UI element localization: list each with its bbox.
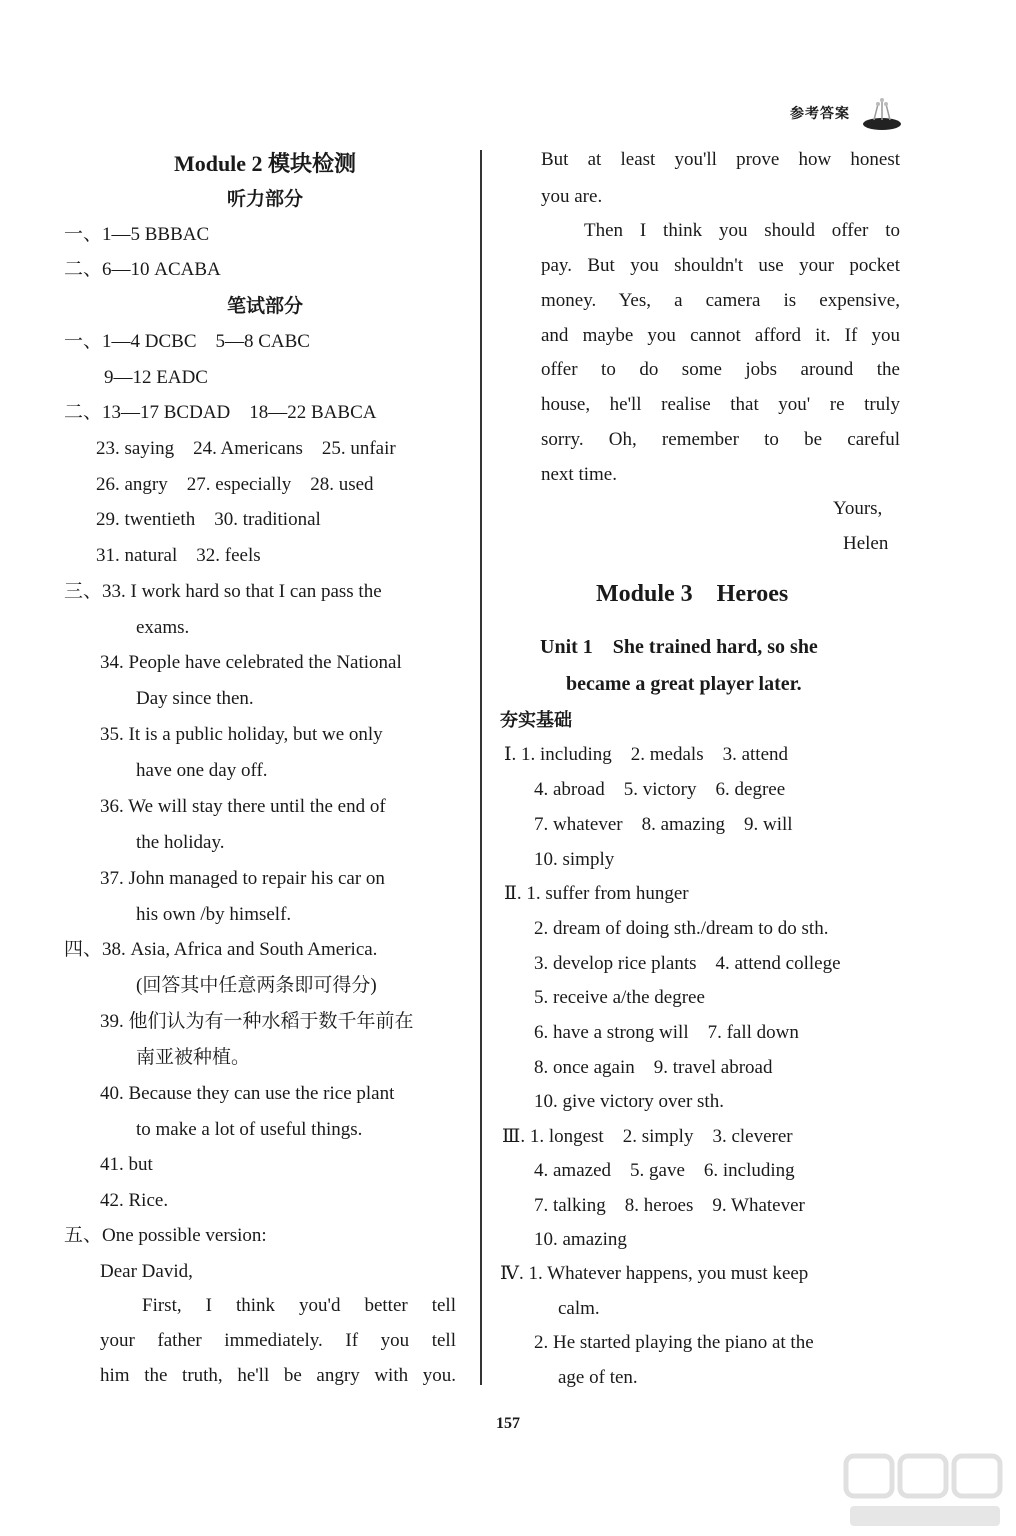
answer-line: 南亚被种植。: [136, 1047, 251, 1068]
letter-line: him the truth, he'll be angry with you.: [100, 1365, 456, 1386]
answer-line: 39. 他们认为有一种水稻于数千年前在: [100, 1011, 414, 1032]
answer-line: Day since then.: [136, 688, 254, 709]
letter-line: pay. But you shouldn't use your pocket: [541, 255, 900, 276]
answer-line: 35. It is a public holiday, but we only: [100, 724, 383, 745]
answer-line: 36. We will stay there until the end of: [100, 796, 386, 817]
answer-line: 一、1—5 BBBAC: [64, 224, 210, 245]
answer-line: to make a lot of useful things.: [136, 1119, 363, 1140]
answer-line: 2. He started playing the piano at the: [534, 1332, 814, 1353]
answer-line: 34. People have celebrated the National: [100, 652, 402, 673]
letter-line: offer to do some jobs around the: [541, 359, 900, 380]
answer-line: 5. receive a/the degree: [534, 987, 705, 1008]
answer-line: 二、13—17 BCDAD 18—22 BABCA: [64, 402, 377, 423]
answer-line: 42. Rice.: [100, 1190, 169, 1211]
answer-line: his own /by himself.: [136, 904, 292, 925]
answer-line: 10. give victory over sth.: [534, 1091, 724, 1112]
header-label: 参考答案: [790, 107, 850, 122]
letter-line: sorry. Oh, remember to be careful: [541, 429, 900, 450]
answer-line: 4. amazed 5. gave 6. including: [534, 1160, 795, 1181]
letter-signature: Helen: [843, 533, 889, 554]
letter-line: money. Yes, a camera is expensive,: [541, 290, 900, 311]
answer-line: exams.: [136, 617, 190, 638]
answer-line: (回答其中任意两条即可得分): [136, 975, 377, 996]
answer-line: 10. amazing: [534, 1229, 627, 1250]
letter-closing: Yours,: [833, 498, 883, 519]
answer-line: 37. John managed to repair his car on: [100, 868, 385, 889]
answer-line: 五、One possible version:: [64, 1225, 267, 1246]
answer-line: 8. once again 9. travel abroad: [534, 1057, 773, 1078]
column-divider: [480, 150, 482, 1385]
answer-line: 7. whatever 8. amazing 9. will: [534, 814, 793, 835]
answer-line: 2. dream of doing sth./dream to do sth.: [534, 918, 829, 939]
header-logo-icon: [862, 96, 902, 132]
answer-line: 31. natural 32. feels: [96, 545, 261, 566]
answer-line: 一、1—4 DCBC 5—8 CABC: [64, 331, 310, 352]
answer-line: 40. Because they can use the rice plant: [100, 1083, 395, 1104]
answer-line: 9—12 EADC: [104, 367, 208, 388]
letter-salutation: Dear David,: [100, 1261, 193, 1282]
letter-line: First, I think you'd better tell: [142, 1295, 456, 1316]
letter-line: next time.: [541, 464, 617, 485]
answer-line: have one day off.: [136, 760, 268, 781]
written-heading: 笔试部分: [226, 296, 303, 317]
answer-line: 23. saying 24. Americans 25. unfair: [96, 438, 396, 459]
answer-line: 41. but: [100, 1154, 153, 1175]
answer-line: Ⅲ. 1. longest 2. simply 3. cleverer: [502, 1126, 793, 1147]
answer-line: 四、38. Asia, Africa and South America.: [64, 939, 378, 960]
answer-line: 26. angry 27. especially 28. used: [96, 474, 374, 495]
letter-line: Then I think you should offer to: [584, 220, 900, 241]
letter-line: But at least you'll prove how honest: [541, 149, 900, 170]
listening-heading: 听力部分: [226, 189, 303, 210]
answer-line: 10. simply: [534, 849, 615, 870]
unit1-title: Unit 1 She trained hard, so she: [540, 636, 818, 658]
answer-line: the holiday.: [136, 832, 225, 853]
answer-line: Ⅳ. 1. Whatever happens, you must keep: [500, 1263, 809, 1284]
answer-line: Ⅱ. 1. suffer from hunger: [504, 883, 689, 904]
unit1-title-cont: became a great player later.: [566, 673, 802, 695]
watermark-logo-icon: [840, 1448, 1010, 1532]
letter-line: you are.: [541, 186, 603, 207]
letter-line: and maybe you cannot afford it. If you: [541, 325, 900, 346]
answer-line: 29. twentieth 30. traditional: [96, 509, 321, 530]
page-number: 157: [496, 1415, 520, 1432]
answer-line: 二、6—10 ACABA: [64, 259, 221, 280]
answer-line: 三、33. I work hard so that I can pass the: [64, 581, 382, 602]
answer-line: Ⅰ. 1. including 2. medals 3. attend: [504, 744, 789, 765]
letter-line: house, he'll realise that you' re truly: [541, 394, 900, 415]
answer-line: age of ten.: [558, 1367, 638, 1388]
answer-line: calm.: [558, 1298, 600, 1319]
module2-title: Module 2 模块检测: [173, 151, 357, 176]
answer-line: 4. abroad 5. victory 6. degree: [534, 779, 786, 800]
answer-line: 3. develop rice plants 4. attend college: [534, 953, 841, 974]
answer-line: 6. have a strong will 7. fall down: [534, 1022, 799, 1043]
module3-title: Module 3 Heroes: [596, 581, 789, 607]
letter-line: your father immediately. If you tell: [100, 1330, 456, 1351]
answer-line: 7. talking 8. heroes 9. Whatever: [534, 1195, 805, 1216]
basics-heading: 夯实基础: [500, 710, 572, 730]
